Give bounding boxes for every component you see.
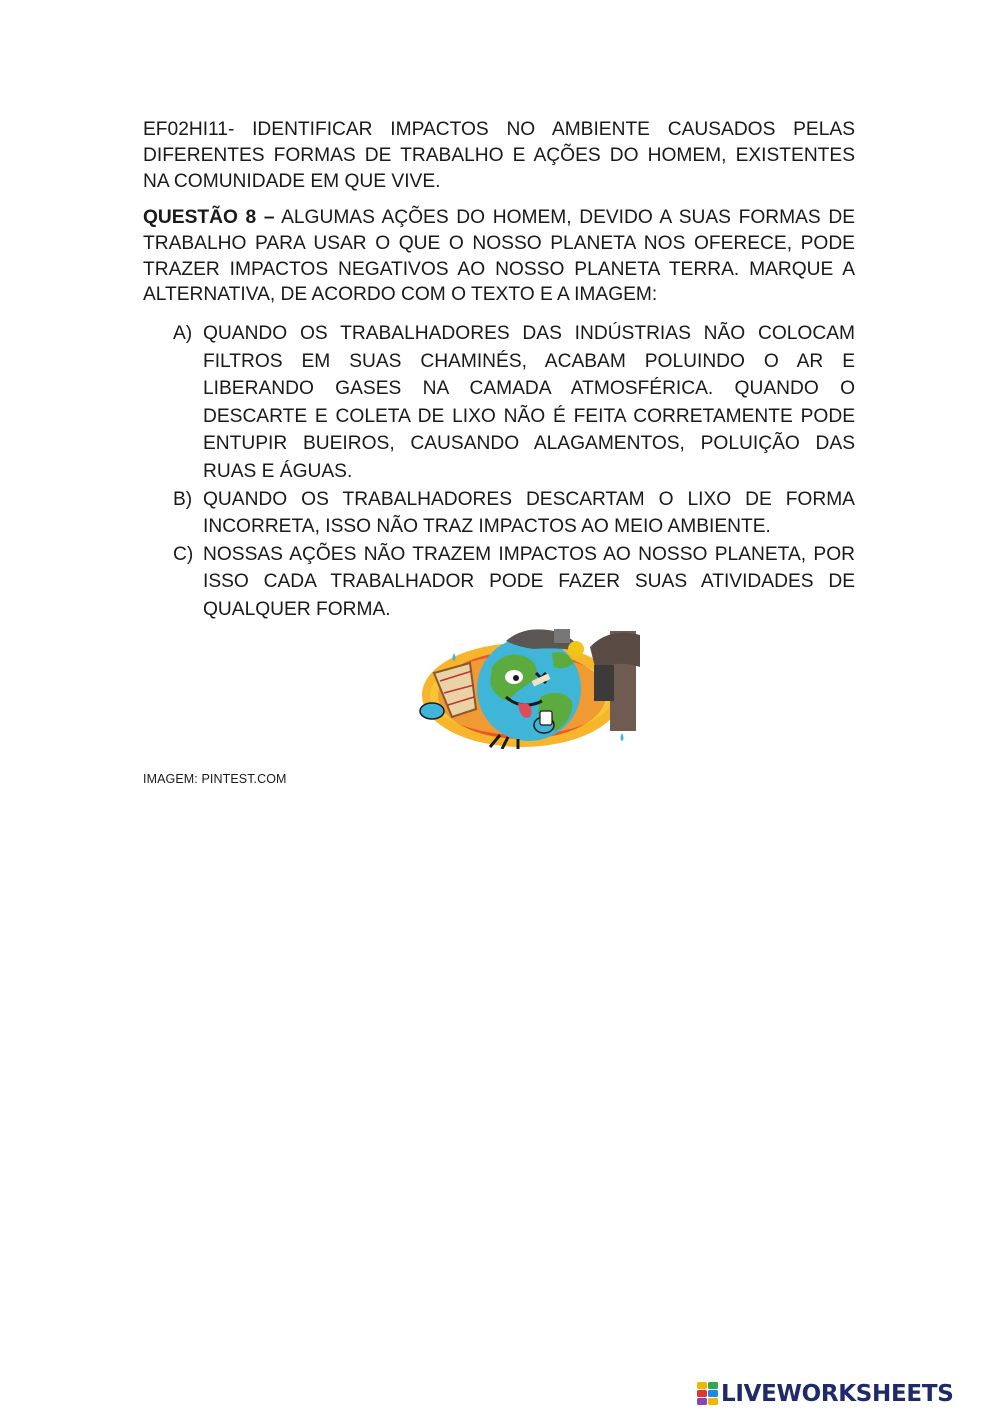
sick-earth-illustration — [414, 627, 644, 749]
standard-text: EF02HI11- IDENTIFICAR IMPACTOS NO AMBIENTE CAUSADOS PELAS DIFERENTES FORMAS DE TRABALHO E AÇÕES DO HOMEM, EXISTENTES NA COMUNIDADE EM QUE VIVE. — [143, 119, 855, 192]
option-letter: C) — [173, 543, 194, 565]
option-a[interactable] — [173, 320, 855, 486]
image-caption: IMAGEM: PINTEST.COM — [143, 772, 287, 786]
brand-name: LIVEWORKSHEETS — [721, 1381, 954, 1407]
question-label: QUESTÃO 8 – — [143, 207, 275, 228]
option-c[interactable] — [173, 541, 855, 624]
option-b[interactable] — [173, 486, 855, 541]
question-statement — [143, 205, 855, 308]
option-text: NOSSAS AÇÕES NÃO TRAZEM IMPACTOS AO NOSSO PLANETA, POR ISSO CADA TRABALHADOR PODE FAZER SUAS ATIVIDADES DE QUALQUER FORMA. — [203, 543, 855, 620]
curriculum-standard — [143, 117, 855, 194]
option-text: QUANDO OS TRABALHADORES DESCARTAM O LIXO DE FORMA INCORRETA, ISSO NÃO TRAZ IMPACTOS AO MEIO AMBIENTE. — [203, 488, 855, 538]
option-text: QUANDO OS TRABALHADORES DAS INDÚSTRIAS NÃO COLOCAM FILTROS EM SUAS CHAMINÉS, ACABAM POLUINDO O AR E LIBERANDO GASES NA CAMADA ATMOSFÉRICA. QUANDO O DESCARTE E COLETA DE LIXO NÃO É FEITA CORRETAMENTE PODE ENTUPIR BUEIROS, CAUSANDO ALAGAMENTOS, POLUIÇÃO DAS RUAS E ÁGUAS. — [203, 323, 855, 482]
answer-options — [173, 320, 855, 624]
liveworksheets-mark-icon — [697, 1382, 719, 1406]
liveworksheets-logo — [697, 1379, 953, 1409]
option-letter: B) — [173, 488, 193, 510]
question-text: ALGUMAS AÇÕES DO HOMEM, DEVIDO A SUAS FORMAS DE TRABALHO PARA USAR O QUE O NOSSO PLANETA NOS OFERECE, PODE TRAZER IMPACTOS NEGATIVOS AO NOSSO PLANETA TERRA. MARQUE A ALTERNATIVA, DE ACORDO COM O TEXTO E A IMAGEM: — [143, 207, 855, 306]
option-letter: A) — [173, 323, 193, 344]
